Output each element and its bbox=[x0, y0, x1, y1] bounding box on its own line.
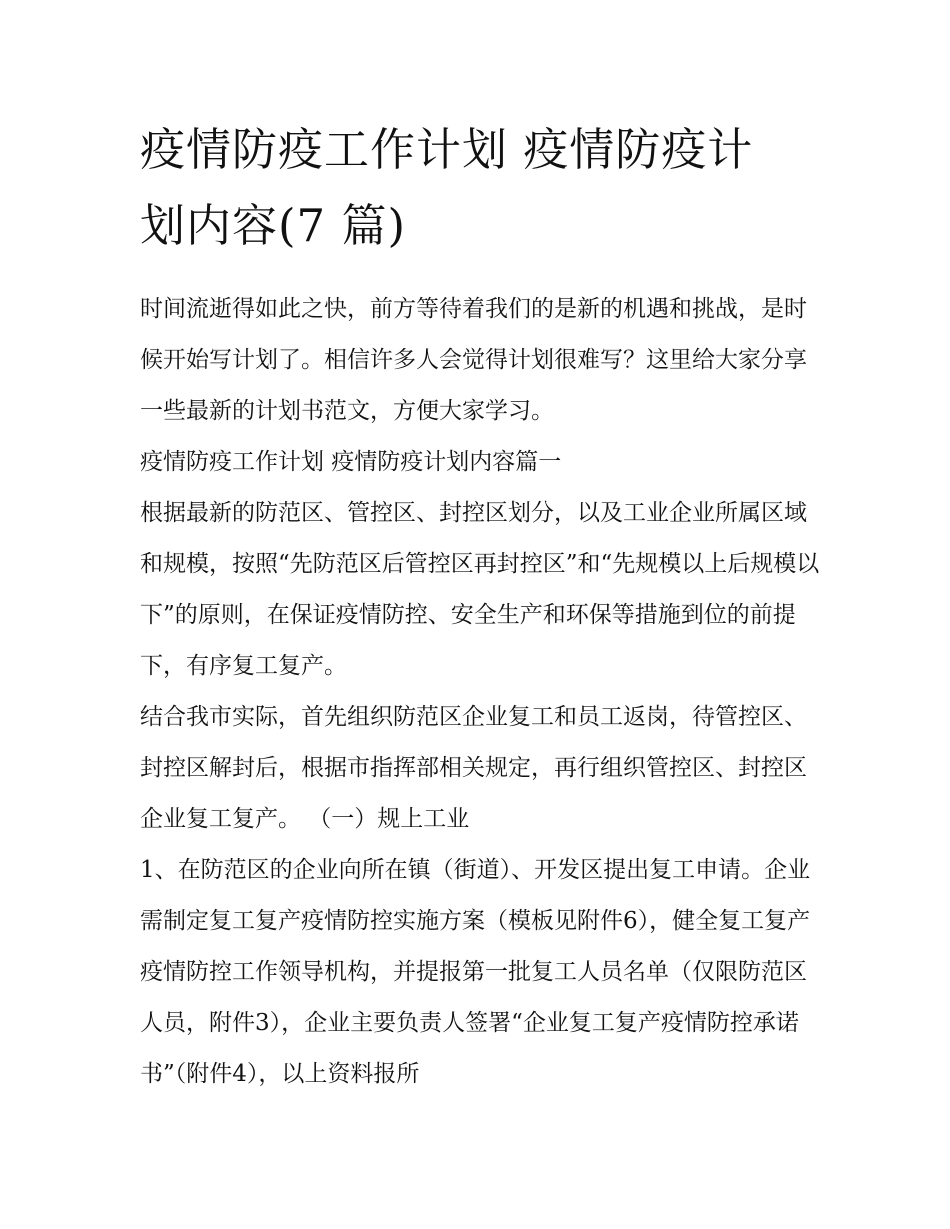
body-paragraph: 结合我市实际，首先组织防范区企业复工和员工返岗，待管控区、封控区解封后，根据市指挥部相关规定，再行组织管控区、封控区企业复工复产。 （一）规上工业 bbox=[140, 704, 807, 832]
body-paragraph: 根据最新的防范区、管控区、封控区划分，以及工业企业所属区域和规模，按照“先防范区后管控区再封控区”和“先规模以上后规模以下”的原则，在保证疫情防控、安全生产和环保等措施到位的前提下，有序复工复产。 bbox=[140, 500, 820, 679]
title-line-2: 划内容(7 篇) bbox=[140, 199, 407, 252]
title-line-1: 疫情防疫工作计划 疫情防疫计 bbox=[140, 123, 754, 176]
body-paragraph: 1、在防范区的企业向所在镇（街道）、开发区提出复工申请。企业需制定复工复产疫情防控实施方案（模板见附件6），健全复工复产疫情防控工作领导机构，并提报第一批复工人员名单（仅限防范区人员，附件3），企业主要负责人签署“企业复工复产疫情防控承诺书”（附件4），以上资料报所 bbox=[140, 857, 811, 1087]
section-heading: 疫情防疫工作计划 疫情防疫计划内容篇一 bbox=[140, 449, 562, 475]
intro-paragraph: 时间流逝得如此之快，前方等待着我们的是新的机遇和挑战，是时候开始写计划了。相信许多人会觉得计划很难写？这里给大家分享一些最新的计划书范文，方便大家学习。 bbox=[140, 296, 807, 424]
document-title bbox=[140, 112, 820, 264]
document-body bbox=[140, 112, 820, 1100]
